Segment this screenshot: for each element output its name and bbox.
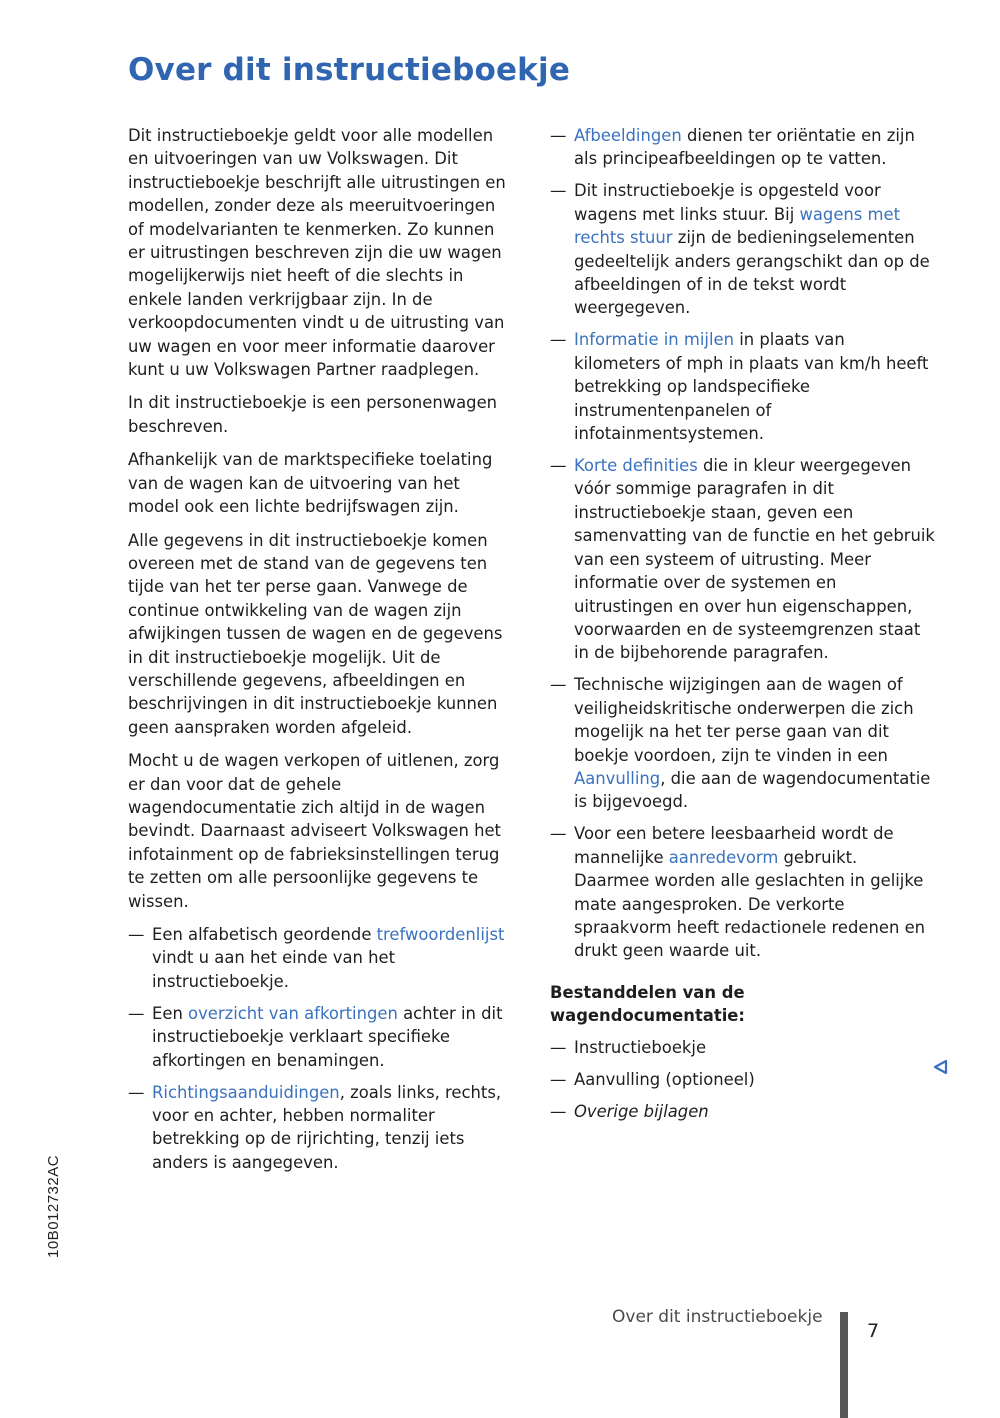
miles-info-link[interactable]: Informatie in mijlen — [574, 330, 735, 350]
list-item: — Een alfabetisch geordende trefwoordenlijst vindt u aan het einde van het instructieboekje. — [128, 925, 505, 991]
supplement-link[interactable]: Aanvulling — [574, 768, 661, 788]
right-column — [550, 124, 935, 1132]
dash-marker: — — [550, 126, 567, 145]
short-definitions-link[interactable]: Korte definities — [574, 456, 698, 476]
dash-marker: — — [550, 1069, 567, 1089]
list-item: — Afbeeldingen dienen ter oriëntatie en zijn als principeafbeeldingen op te vatten. — [550, 126, 915, 169]
document-code: 10B012732AC — [45, 1154, 62, 1258]
form-of-address-link[interactable]: aanredevorm — [668, 847, 779, 867]
vehicle-type-paragraph: In dit instructieboekje is een personenwagen beschreven. — [128, 393, 498, 436]
abbreviations-link[interactable]: overzicht van afkortingen — [188, 1003, 398, 1023]
images-link[interactable]: Afbeeldingen — [574, 126, 682, 145]
triangle-left-icon — [932, 1058, 950, 1076]
market-paragraph: Afhankelijk van de marktspecifieke toelating van de wagen kan de uitvoering van het model ook een lichte bedrijfswagen zijn. — [128, 450, 493, 517]
directions-link[interactable]: Richtingsaanduidingen — [152, 1082, 340, 1102]
section-heading: Bestanddelen van de wagendocumentatie: — [550, 982, 745, 1026]
list-item: — Korte definities die in kleur weergegeven vóór sommige paragrafen in dit instructieboekje staan, geven een samenvatting van de functie en het gebruik van een systeem of uitrusting. Meer informatie over de systemen en uitrustingen en over hun eigenschappen, voorwaarden en de systeemgrenzen staat in de bijbehorende paragrafen. — [550, 456, 935, 663]
dash-marker: — — [550, 1037, 567, 1057]
list-item: — Dit instructieboekje is opgesteld voor wagens met links stuur. Bij wagens met rechts stuur zijn de bedieningselementen gedeeltelijk anders gerangschikt dan op de afbeeldingen of in de tekst wordt weergegeven. — [550, 181, 930, 318]
list-item: — Aanvulling (optioneel) — [550, 1068, 935, 1091]
list-item: — Een overzicht van afkortingen achter in dit instructieboekje verklaart specifieke afkortingen en benamingen. — [128, 1003, 503, 1070]
data-accuracy-paragraph: Alle gegevens in dit instructieboekje komen overeen met de stand van de gegevens ten tijde van het ter perse gaan. Vanwege de continue ontwikkeling van de wagen zijn afwijkingen tussen de wagen en de gegevens in dit instructieboekje mogelijk. Uit de verschillende gegevens, afbeeldingen en beschrijvingen in dit instructieboekje kunnen geen aanspraken worden afgeleid. — [128, 530, 503, 737]
list-item: — Technische wijzigingen aan de wagen of veiligheidskritische onderwerpen die zich mogelijk na het ter perse gaan van dit boekje voordoen, zijn te vinden in een Aanvulling, die aan de wagendocumentatie is bijgevoegd. — [550, 675, 931, 812]
footer-divider — [840, 1312, 848, 1418]
dash-marker: — — [550, 330, 567, 350]
right-bullet-list — [550, 124, 935, 963]
index-link[interactable]: trefwoordenlijst — [376, 925, 505, 944]
dash-marker: — — [550, 824, 567, 844]
list-item: — Overige bijlagen — [550, 1100, 935, 1123]
intro-paragraph: Dit instructieboekje geldt voor alle modellen en uitvoeringen van uw Volkswagen. Dit instructieboekje beschrijft alle uitrustingen en modellen, zonder deze als meeruitvoeringen of modelvarianten te kenmerken. Zo kunnen er uitrustingen beschreven zijn die uw wagen mogelijkerwijs niet heeft of die slechts in enkele landen verkrijgbaar zijn. In de verkoopdocumenten vindt u de uitrusting van uw wagen en voor meer informatie daarover kunt u uw Volkswagen Partner raadplegen. — [128, 126, 506, 380]
left-bullet-list — [128, 923, 513, 1174]
components-list — [550, 1036, 935, 1123]
dash-marker: — — [550, 456, 567, 476]
dash-marker: — — [550, 675, 567, 695]
dash-marker: — — [128, 1003, 145, 1023]
dash-marker: — — [128, 925, 145, 944]
list-item: — Informatie in mijlen in plaats van kilometers of mph in plaats van km/h heeft betrekking op landspecifieke instrumentenpanelen of infotainmentsystemen. — [550, 330, 929, 444]
right-hand-drive-link[interactable]: wagens met rechts stuur — [574, 204, 901, 248]
list-item: — Voor een betere leesbaarheid wordt de mannelijke aanredevorm gebruikt. Daarmee worden alle geslachten in gelijke mate aangesproken. De verkorte spraakvorm heeft redactionele redenen en drukt geen waarde uit. — [550, 824, 926, 961]
footer-section-title: Over dit instructieboekje — [612, 1307, 823, 1327]
dash-marker: — — [550, 1101, 567, 1121]
list-item: — Richtingsaanduidingen, zoals links, rechts, voor en achter, hebben normaliter betrekking op de rijrichting, tenzij iets anders is aangegeven. — [128, 1082, 502, 1172]
list-item: — Instructieboekje — [550, 1036, 935, 1059]
resale-paragraph: Mocht u de wagen verkopen of uitlenen, zorg er dan voor dat de gehele wagendocumentatie zich altijd in de wagen bevindt. Daarnaast adviseert Volkswagen het infotainment op de fabrieksinstellingen terug te zetten om alle persoonlijke gegevens te wissen. — [128, 751, 501, 911]
left-column — [128, 124, 513, 1183]
page-number: 7 — [867, 1320, 880, 1342]
page-title: Over dit instructieboekje — [128, 52, 571, 88]
dash-marker: — — [128, 1082, 145, 1102]
dash-marker: — — [550, 181, 567, 201]
